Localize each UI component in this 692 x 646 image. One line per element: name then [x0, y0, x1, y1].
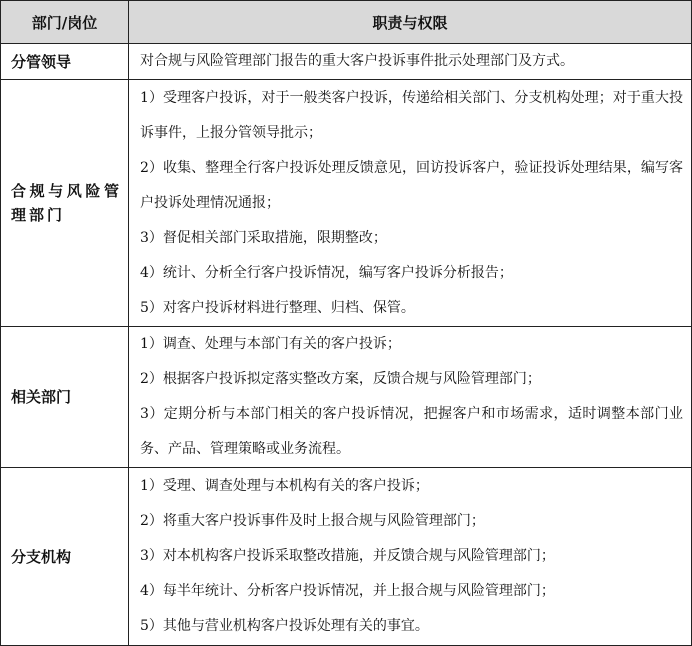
duty-item: 5）对客户投诉材料进行整理、归档、保管。	[140, 299, 415, 316]
duty-item: 1）受理客户投诉，对于一般类客户投诉，传递给相关部门、分支机构处理；对于重大投诉事件，上报分管领导批示；	[140, 89, 683, 141]
header-duties: 职责与权限	[129, 1, 692, 44]
duty-item: 2）将重大客户投诉事件及时上报合规与风险管理部门；	[140, 513, 485, 529]
duty-item: 4）统计、分析全行客户投诉情况，编写客户投诉分析报告；	[140, 264, 513, 281]
table-header-row	[1, 1, 692, 44]
duty-item: 3）督促相关部门采取措施，限期整改；	[140, 229, 387, 246]
duty-item: 4）每半年统计、分析客户投诉情况，并上报合规与风险管理部门；	[140, 583, 555, 599]
table-row	[1, 80, 692, 327]
duty-item: 3）定期分析与本部门相关的客户投诉情况，把握客户和市场需求，适时调整本部门业务、产品、管理策略或业务流程。	[140, 406, 683, 457]
dept-cell: 分支机构	[1, 468, 129, 646]
header-dept: 部门/岗位	[1, 1, 129, 44]
dept-cell: 分管领导	[1, 44, 129, 80]
dept-cell: 相关部门	[1, 327, 129, 468]
duty-item: 3）对本机构客户投诉采取整改措施，并反馈合规与风险管理部门；	[140, 548, 555, 564]
table-row	[1, 468, 692, 646]
table-row	[1, 44, 692, 80]
duty-item: 1）受理、调查处理与本机构有关的客户投诉；	[140, 478, 429, 494]
duties-cell	[129, 44, 692, 80]
duty-item: 5）其他与营业机构客户投诉处理有关的事宜。	[140, 618, 429, 634]
duties-cell	[129, 468, 692, 646]
dept-cell: 合规与风险管理部门	[1, 80, 129, 327]
duties-cell	[129, 327, 692, 468]
duty-item: 1）调查、处理与本部门有关的客户投诉；	[140, 336, 401, 352]
duties-cell	[129, 80, 692, 327]
table-row	[1, 327, 692, 468]
duty-item: 对合规与风险管理部门报告的重大客户投诉事件批示处理部门及方式。	[140, 53, 574, 69]
duty-item: 2）收集、整理全行客户投诉处理反馈意见，回访投诉客户，验证投诉处理结果，编写客户投诉处理情况通报；	[140, 159, 683, 211]
duty-item: 2）根据客户投诉拟定落实整改方案，反馈合规与风险管理部门；	[140, 371, 541, 387]
